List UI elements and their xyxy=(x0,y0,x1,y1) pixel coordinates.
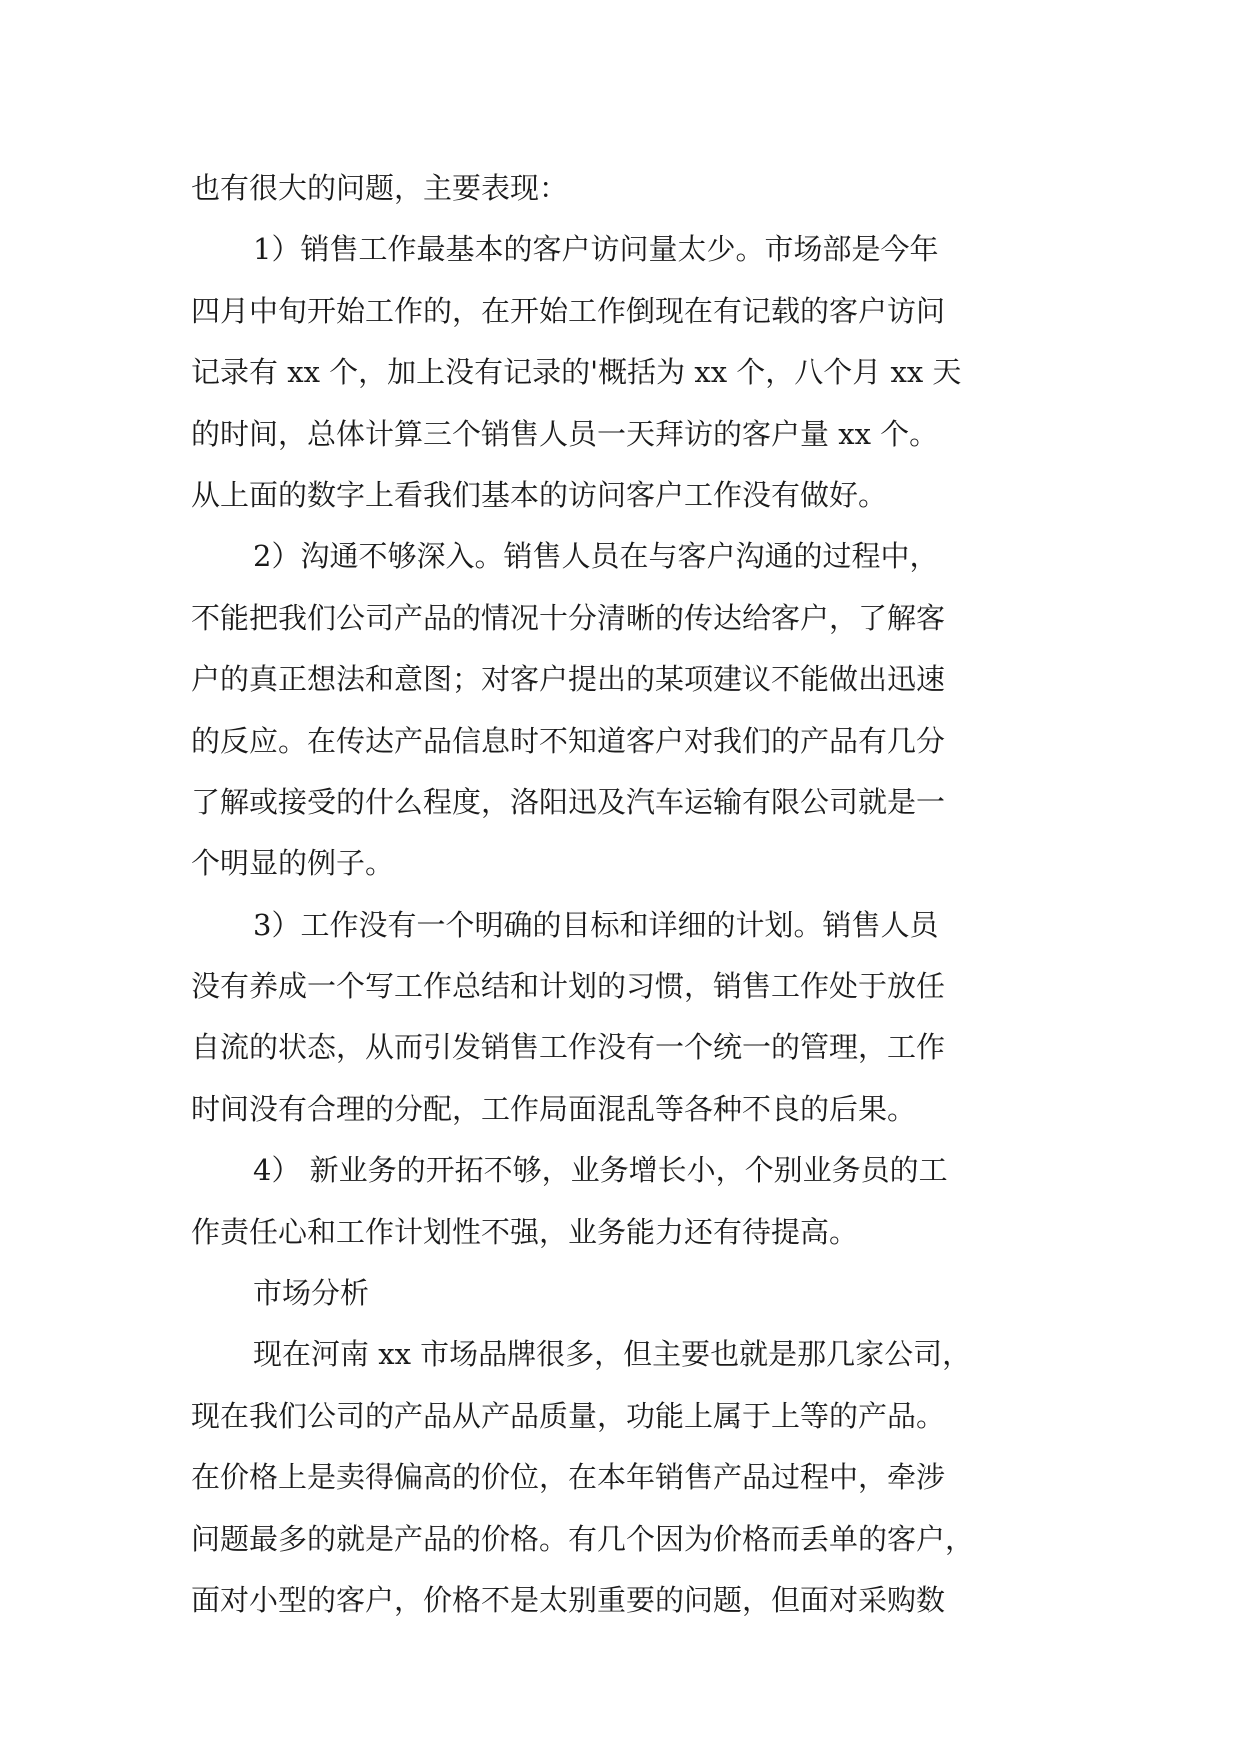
text-line: 问题最多的就是产品的价格。有几个因为价格而丢单的客户， xyxy=(191,1521,975,1556)
text-line: 市场分析 xyxy=(253,1276,370,1311)
document-body xyxy=(191,158,1071,1631)
text-line: 时间没有合理的分配，工作局面混乱等各种不良的后果。 xyxy=(191,1091,917,1126)
text-line: 面对小型的客户，价格不是太别重要的问题，但面对采购数 xyxy=(191,1582,946,1617)
text-line: 4） 新业务的开拓不够，业务增长小，个别业务员的工 xyxy=(253,1153,948,1188)
text-line: 了解或接受的什么程度，洛阳迅及汽车运输有限公司就是一 xyxy=(191,784,946,819)
text-line: 的反应。在传达产品信息时不知道客户对我们的产品有几分 xyxy=(191,723,946,758)
text-line: 没有养成一个写工作总结和计划的习惯，销售工作处于放任 xyxy=(191,969,946,1004)
text-line: 的时间，总体计算三个销售人员一天拜访的客户量 xx 个。 xyxy=(191,416,939,451)
text-line: 从上面的数字上看我们基本的访问客户工作没有做好。 xyxy=(191,477,888,512)
text-line: 个明显的例子。 xyxy=(191,846,395,881)
text-line: 记录有 xx 个，加上没有记录的'概括为 xx 个，八个月 xx 天 xyxy=(191,355,962,390)
text-line: 作责任心和工作计划性不强，业务能力还有待提高。 xyxy=(191,1214,859,1249)
text-line: 现在我们公司的产品从产品质量，功能上属于上等的产品。 xyxy=(191,1398,946,1433)
text-line: 户的真正想法和意图；对客户提出的某项建议不能做出迅速 xyxy=(191,662,946,697)
text-line: 2）沟通不够深入。销售人员在与客户沟通的过程中， xyxy=(253,539,939,574)
text-line: 3）工作没有一个明确的目标和详细的计划。销售人员 xyxy=(253,907,939,942)
text-line: 也有很大的问题，主要表现： xyxy=(191,171,569,205)
text-line: 现在河南 xx 市场品牌很多，但主要也就是那几家公司， xyxy=(253,1337,972,1372)
text-line: 四月中旬开始工作的，在开始工作倒现在有记载的客户访问 xyxy=(191,293,946,328)
text-line: 不能把我们公司产品的情况十分清晰的传达给客户，了解客 xyxy=(191,600,946,635)
text-line: 自流的状态，从而引发销售工作没有一个统一的管理，工作 xyxy=(191,1030,946,1065)
text-line: 在价格上是卖得偏高的价位，在本年销售产品过程中，牵涉 xyxy=(191,1460,946,1495)
text-line: 1）销售工作最基本的客户访问量太少。市场部是今年 xyxy=(253,232,939,267)
